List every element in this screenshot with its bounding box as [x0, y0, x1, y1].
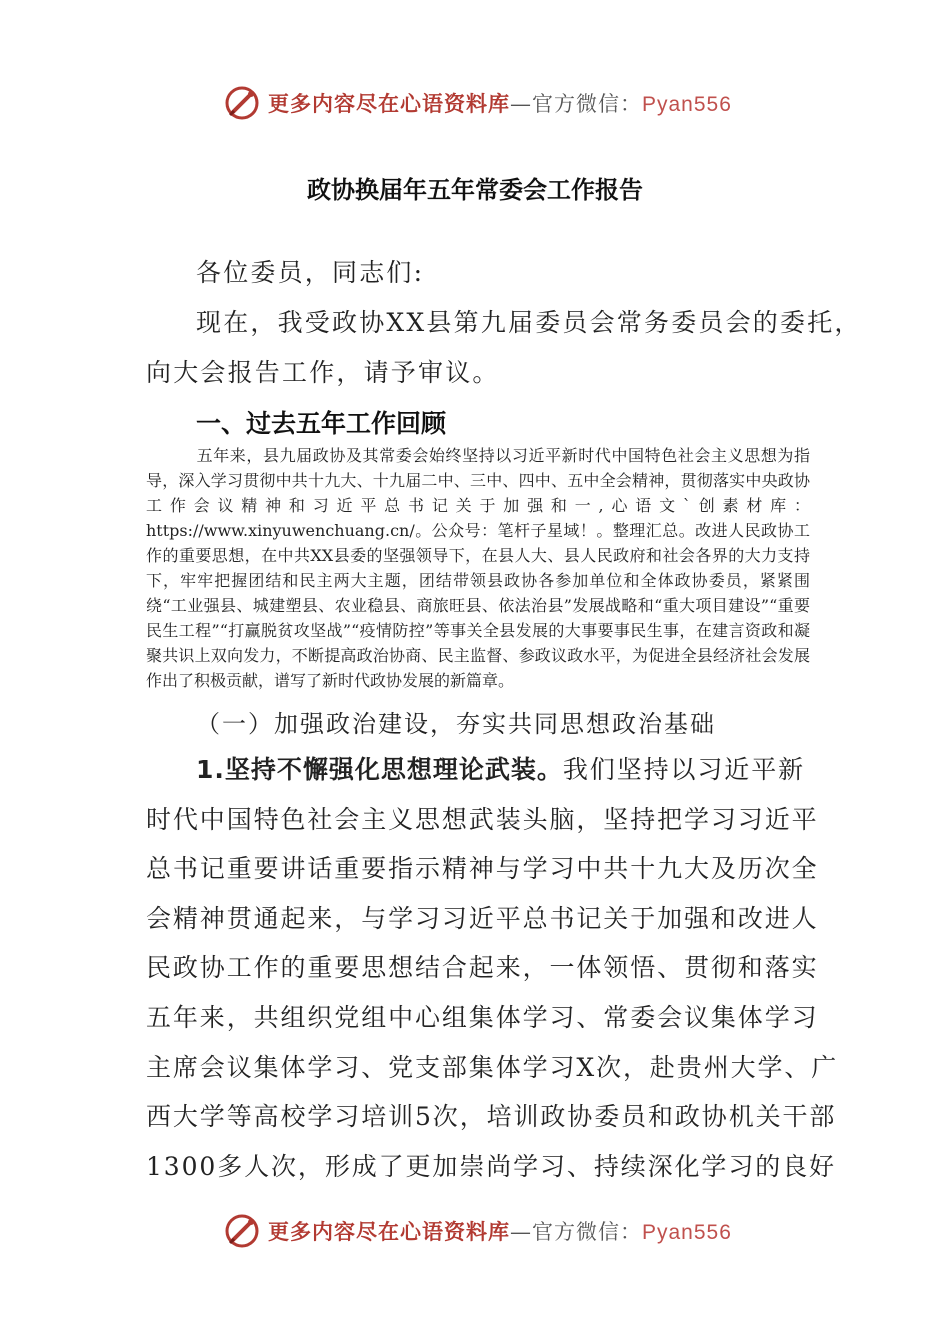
watermark-main: 更多内容尽在心语资料库 [268, 91, 510, 116]
watermark-banner-bottom [222, 1208, 732, 1254]
watermark-text [268, 88, 732, 118]
intro-line-2: 向大会报告工作，请予审议。 [146, 358, 500, 387]
item-1-line [146, 745, 810, 795]
pen-logo-icon [222, 83, 262, 123]
intro-line-1: 现在，我受政协XX县第九届委员会常务委员会的委托， [196, 308, 862, 337]
section-1-paragraph [146, 443, 810, 693]
watermark-banner-top [222, 80, 732, 126]
watermark-dash: — [510, 92, 532, 116]
item-1-line: 会精神贯通起来，与学习习近平总书记关于加强和改进人 [146, 903, 819, 933]
section-heading-1: 一、过去五年工作回顾 [196, 409, 447, 438]
pen-logo-icon [222, 1211, 262, 1251]
watermark-wechat: Pyan556 [642, 93, 732, 116]
item-1-bold-title: 1.坚持不懈强化思想理论武装。 [196, 755, 563, 784]
item-1-line: 民政协工作的重要思想结合起来，一体领悟、贯彻和落实 [146, 953, 819, 983]
item-1-line: 1300多人次，形成了更加崇尚学习、持续深化学习的良好 [146, 1151, 836, 1181]
watermark-text [268, 1216, 732, 1246]
salutation: 各位委员，同志们: [196, 258, 425, 287]
item-1-line: 主席会议集体学习、党支部集体学习X次，赴贵州大学、广 [146, 1052, 839, 1082]
subsection-heading-1: （一）加强政治建设，夯实共同思想政治基础 [196, 710, 716, 738]
item-1-line: 西大学等高校学习培训5次，培训政协委员和政协机关干部 [146, 1102, 837, 1132]
document-title: 政协换届年五年常委会工作报告 [307, 176, 643, 204]
watermark-dash: — [510, 1220, 532, 1244]
item-1-paragraph [146, 745, 839, 1191]
watermark-wechat: Pyan556 [642, 1221, 732, 1244]
section-1-text: 五年来，县九届政协及其常委会始终坚持以习近平新时代中国特色社会主义思想为指导，深入学习贯彻中共十九大、十九届二中、三中、四中、五中全会精神，贯彻落实中央政协工作会议精神和习近平总书记关于加强和一,心语文`创素材库：https://www.xinyuwenchuang.cn/。公众号：笔杆子星域！。整理汇总。改进人民政协工作的重要思想，在中共XX县委的坚强领导下，在县人大、县人民政府和社会各界的大力支持下，牢牢把握团结和民主两大主题，团结带领县政协各参加单位和全体政协委员，紧紧围绕“工业强县、城建塑县、农业稳县、商旅旺县、依法治县”发展战略和“重大项目建设”“重要民生工程”“打赢脱贫攻坚战”“疫情防控”等事关全县发展的大事要事民生事，在建言资政和凝聚共识上双向发力，不断提高政治协商、民主监督、参政议政水平，为促进全县经济社会发展作出了积极贡献，谱写了新时代政协发展的新篇章。 [146, 446, 810, 690]
item-1-line: 总书记重要讲话重要指示精神与学习中共十九大及历次全 [146, 854, 819, 884]
item-1-line-text: 我们坚持以习近平新 [562, 755, 806, 784]
watermark-sub: 官方微信： [532, 1220, 642, 1244]
watermark-sub: 官方微信： [532, 92, 642, 116]
watermark-main: 更多内容尽在心语资料库 [268, 1219, 510, 1244]
item-1-line: 时代中国特色社会主义思想武装头脑，坚持把学习习近平 [146, 804, 819, 834]
item-1-line: 五年来，共组织党组中心组集体学习、常委会议集体学习 [146, 1002, 819, 1032]
